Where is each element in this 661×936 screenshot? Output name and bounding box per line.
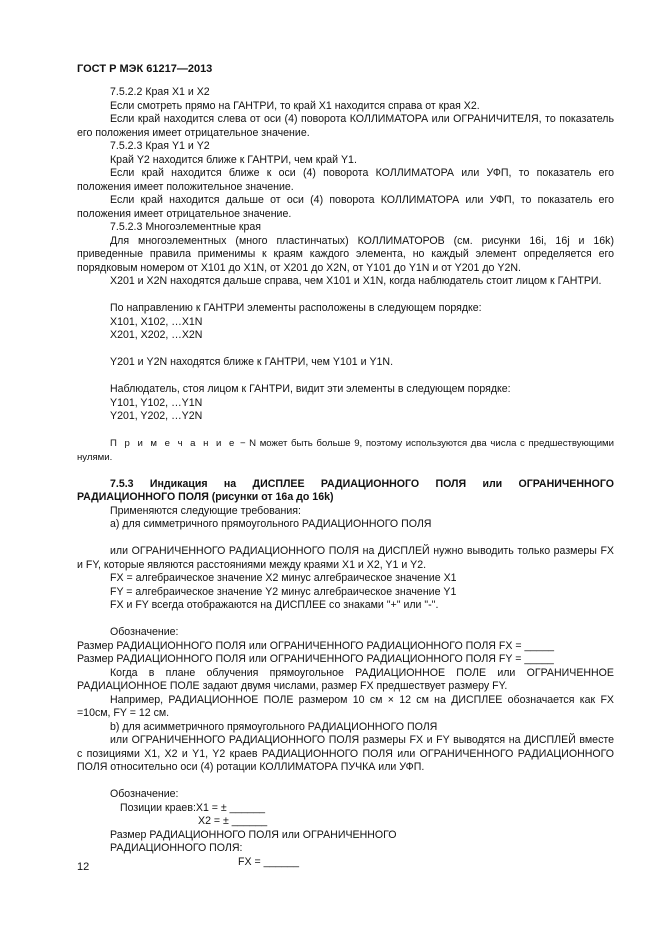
paragraph: Когда в плане облучения прямоугольное РАДИАЦИОННОЕ ПОЛЕ или ОГРАНИЧЕННОЕ РАДИАЦИОННОЕ ПОЛЕ задают двумя числами, размер FX предшествует размеру FY. [77, 666, 614, 692]
formula-fy: FY = алгебраическое значение Y2 минус алгебраическое значение Y1 [110, 585, 457, 598]
order-list-item: X201, X202, …X2N [110, 329, 203, 341]
note-label: П р и м е ч а н и е [110, 438, 237, 449]
fx-blank-line: FX = ______ [238, 855, 299, 868]
size-label-line: РАДИАЦИОННОГО ПОЛЯ: [110, 842, 243, 854]
paragraph: Край Y2 находится ближе к ГАНТРИ, чем край Y1. [110, 153, 357, 166]
note-text: − N может быть больше 9, поэтому используются два числа с предшествующими нулями. [77, 438, 615, 463]
paragraph: Наблюдатель, стоя лицом к ГАНТРИ, видит эти элементы в следующем порядке: [110, 383, 511, 395]
order-list-item: X101, X102, …X1N [110, 315, 203, 328]
paragraph: По направлению к ГАНТРИ элементы расположены в следующем порядке: [110, 302, 482, 314]
list-item-a: а) для симметричного прямоугольного РАДИАЦИОННОГО ПОЛЯ [110, 518, 432, 530]
paragraph: Для многоэлементных (много пластинчатых) КОЛЛИМАТОРОВ (см. рисунки 16i, 16j и 16k) приведенные правила применимы к краям каждого элемента, но каждый элемент определяется его порядковым номером от X101 до X1N, от X201 до X2N, от Y101 до Y1N и от Y201 до Y2N. [77, 234, 614, 274]
paragraph: Если край находится слева от оси (4) поворота КОЛЛИМАТОРА или ОГРАНИЧИТЕЛЯ, то показатель его положения имеет отрицательное значение. [77, 113, 614, 139]
paragraph: или ОГРАНИЧЕННОГО РАДИАЦИОННОГО ПОЛЯ на ДИСПЛЕЙ нужно выводить только размеры FX и FY, которые являются расстояниями между краями X1 и X2, Y1 и Y2. [77, 545, 614, 571]
paragraph: Применяются следующие требования: [110, 504, 301, 517]
paragraph: или ОГРАНИЧЕННОГО РАДИАЦИОННОГО ПОЛЯ размеры FX и FY выводятся на ДИСПЛЕЙ вместе с позициями X1, X2 и Y1, Y2 краев РАДИАЦИОННОГО ПОЛЯ или ОГРАНИЧЕННОГО РАДИАЦИОННОГО ПОЛЯ относительно оси (4) ротации КОЛЛИМАТОРА ПУЧКА или УФП. [77, 734, 614, 773]
standard-header: ГОСТ Р МЭК 61217—2013 [77, 63, 213, 75]
size-fy-line: Размер РАДИАЦИОННОГО ПОЛЯ или ОГРАНИЧЕННОГО РАДИАЦИОННОГО ПОЛЯ FY = _____ [77, 653, 554, 665]
paragraph: Если смотреть прямо на ГАНТРИ, то край X1 находится справа от края X2. [110, 99, 480, 112]
page-number: 12 [77, 861, 90, 873]
paragraph: Y201 и Y2N находятся ближе к ГАНТРИ, чем Y101 и Y1N. [110, 356, 394, 368]
notation-label: Обозначение: [110, 626, 179, 638]
section-753-title: 7.5.3 Индикация на ДИСПЛЕЕ РАДИАЦИОННОГО ПОЛЯ или ОГРАНИЧЕННОГО РАДИАЦИОННОГО ПОЛЯ (рисунки от 16а до 16k) [77, 477, 614, 503]
section-7523-multielement-title: 7.5.2.3 Многоэлементные края [110, 221, 262, 233]
paragraph: FX и FY всегда отображаются на ДИСПЛЕЕ со знаками "+" или "-". [110, 599, 439, 611]
paragraph: Если край находится ближе к оси (4) поворота КОЛЛИМАТОРА или УФП, то показатель его положения имеет положительное значение. [77, 167, 614, 193]
paragraph: Например, РАДИАЦИОННОЕ ПОЛЕ размером 10 см × 12 см на ДИСПЛЕЕ обозначается как FX =10см, FY = 12 см. [77, 693, 614, 719]
notation-label: Обозначение: [110, 788, 179, 800]
note [77, 437, 614, 464]
size-label-line: Размер РАДИАЦИОННОГО ПОЛЯ или ОГРАНИЧЕННОГО [110, 828, 397, 841]
section-7523-title: 7.5.2.3 Края Y1 и Y2 [110, 140, 210, 152]
page-content [77, 86, 614, 869]
order-list-item: Y201, Y202, …Y2N [110, 410, 203, 422]
list-item-b: b) для асимметричного прямоугольного РАДИАЦИОННОГО ПОЛЯ [110, 720, 438, 733]
paragraph: X201 и X2N находятся дальше справа, чем X101 и X1N, когда наблюдатель стоит лицом к ГАНТРИ. [110, 275, 602, 287]
section-7522-title: 7.5.2.2 Края X1 и X2 [110, 86, 210, 98]
position-x1-line: Позиции краев:X1 = ± ______ [120, 801, 266, 814]
order-list-item: Y101, Y102, …Y1N [110, 396, 203, 409]
size-fx-line: Размер РАДИАЦИОННОГО ПОЛЯ или ОГРАНИЧЕННОГО РАДИАЦИОННОГО ПОЛЯ FX = _____ [77, 639, 554, 652]
paragraph: Если край находится дальше от оси (4) поворота КОЛЛИМАТОРА или УФП, то показатель его положения имеет отрицательное значение. [77, 194, 614, 220]
formula-fx: FX = алгебраическое значение X2 минус алгебраическое значение X1 [110, 572, 457, 584]
position-x2-line: X2 = ± ______ [198, 815, 268, 827]
